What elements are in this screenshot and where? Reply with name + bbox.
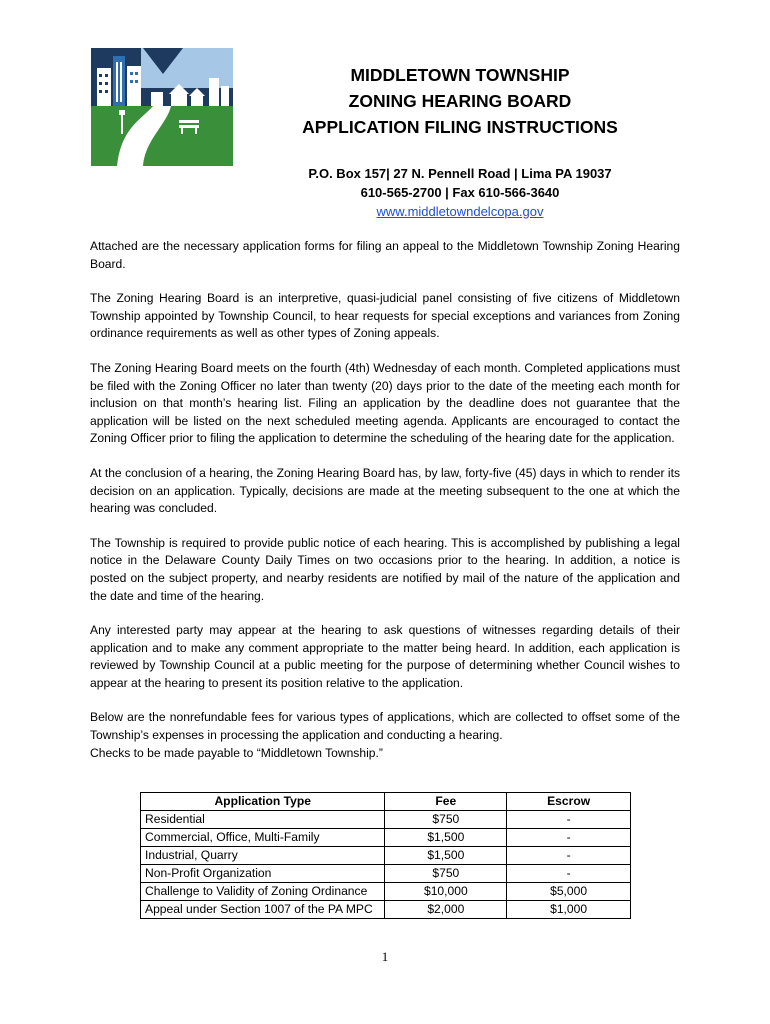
cell-fee: $1,500 — [385, 847, 507, 865]
body-text — [90, 238, 680, 762]
table-header-row — [141, 793, 631, 811]
table-row — [141, 865, 631, 883]
cell-type: Challenge to Validity of Zoning Ordinance — [141, 883, 385, 901]
cell-escrow: - — [507, 829, 631, 847]
title-line-2: ZONING HEARING BOARD — [348, 91, 572, 111]
cell-fee: $1,500 — [385, 829, 507, 847]
cell-type: Commercial, Office, Multi-Family — [141, 829, 385, 847]
paragraph-notice: The Township is required to provide public notice of each hearing. This is accomplished by publishing a legal notice in the Delaware County Daily Times on two occasions prior to the hearing. In addition, a notice is posted on the subject property, and nearby residents are notified by mail of the nature of the application and the date and time of the hearing. — [90, 535, 680, 603]
page-number: 1 — [381, 949, 389, 964]
cell-escrow: - — [507, 865, 631, 883]
paragraph-decision: At the conclusion of a hearing, the Zoning Hearing Board has, by law, forty-five (45) days in which to render its decision on an application. Typically, decisions are made at the meeting subsequent to the one at which the hearing was concluded. — [90, 465, 680, 516]
cell-type: Industrial, Quarry — [141, 847, 385, 865]
cell-escrow: - — [507, 811, 631, 829]
cell-escrow: $5,000 — [507, 883, 631, 901]
table-row — [141, 829, 631, 847]
website-link[interactable]: www.middletowndelcopa.gov — [376, 204, 544, 219]
paragraph-meetings: The Zoning Hearing Board meets on the fourth (4th) Wednesday of each month. Completed applications must be filed with the Zoning Officer no later than twenty (20) days prior to the date of the meeting each month for inclusion on that month’s hearing list. Filing an application by the deadline does not guarantee that the application will be listed on the next scheduled meeting agenda. Applicants are encouraged to contact the Zoning Officer prior to filing the application to determine the scheduling of the hearing date for the application. — [90, 360, 680, 446]
document-title — [250, 62, 670, 140]
title-line-1: MIDDLETOWN TOWNSHIP — [350, 65, 570, 85]
cell-fee: $750 — [385, 811, 507, 829]
cell-type: Non-Profit Organization — [141, 865, 385, 883]
contact-info — [250, 164, 670, 221]
cell-type: Appeal under Section 1007 of the PA MPC — [141, 901, 385, 919]
cell-fee: $2,000 — [385, 901, 507, 919]
paragraph-fees-intro: Below are the nonrefundable fees for various types of applications, which are collected to offset some of the Township’s expenses in processing the application and conducting a hearing. — [90, 710, 680, 743]
cell-escrow: - — [507, 847, 631, 865]
cell-escrow: $1,000 — [507, 901, 631, 919]
phone-fax: 610-565-2700 | Fax 610-566-3640 — [360, 185, 560, 200]
address: P.O. Box 157| 27 N. Pennell Road | Lima PA 19037 — [308, 166, 612, 181]
township-logo-icon — [91, 48, 233, 166]
table-row — [141, 811, 631, 829]
paragraph-board: The Zoning Hearing Board is an interpretive, quasi-judicial panel consisting of five citizens of Middletown Township appointed by Township Council, to hear requests for special exceptions and variances from Zoning ordinance requirements as well as other types of Zoning appeals. — [90, 291, 680, 341]
table-row — [141, 883, 631, 901]
header-application-type: Application Type — [141, 793, 385, 811]
cell-fee: $10,000 — [385, 883, 507, 901]
table-row — [141, 901, 631, 919]
header-fee: Fee — [385, 793, 507, 811]
paragraph-intro: Attached are the necessary application forms for filing an appeal to the Middletown Township Zoning Hearing Board. — [90, 239, 680, 271]
table-row — [141, 847, 631, 865]
paragraph-interested-party: Any interested party may appear at the hearing to ask questions of witnesses regarding details of their application and to make any comment appropriate to the matter being heard. In addition, each application is reviewed by Township Council at a public meeting for the purpose of determining whether Council wishes to appear at the hearing to present its position relative to the application. — [90, 623, 680, 690]
cell-fee: $750 — [385, 865, 507, 883]
header-escrow: Escrow — [507, 793, 631, 811]
fees-table — [140, 792, 631, 919]
checks-note: Checks to be made payable to “Middletown Township.” — [90, 745, 383, 760]
cell-type: Residential — [141, 811, 385, 829]
title-line-3: APPLICATION FILING INSTRUCTIONS — [302, 117, 618, 137]
